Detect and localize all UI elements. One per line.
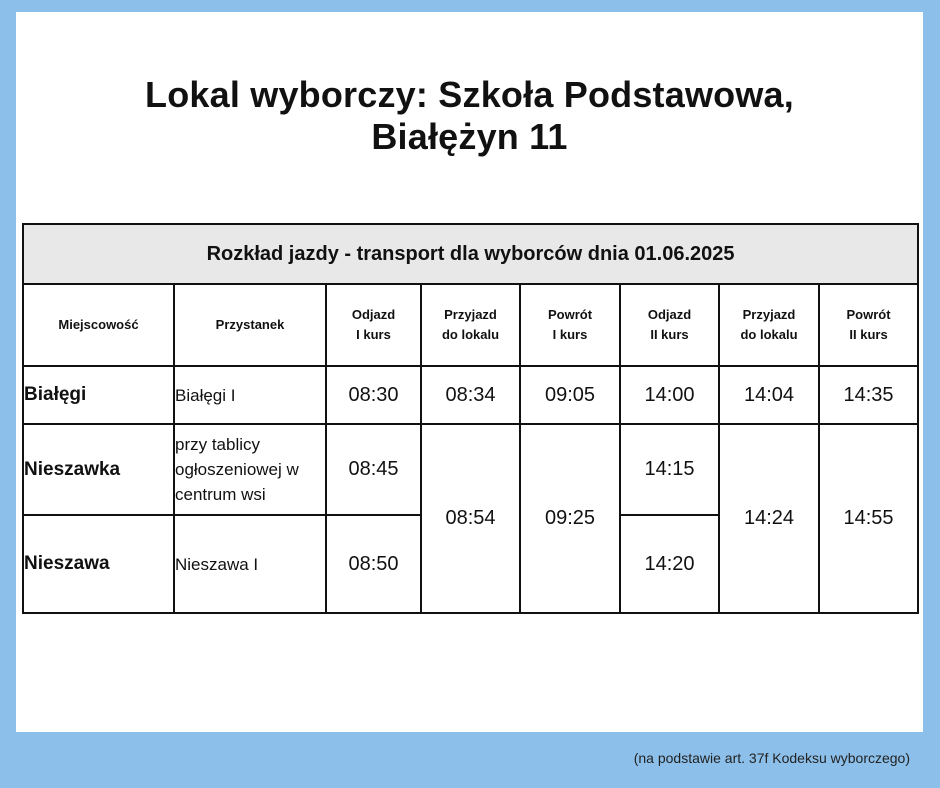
return-1-shared-cell: 09:25	[520, 424, 620, 613]
departure-1-cell: 08:50	[326, 515, 421, 613]
column-header: Przyjazd do lokalu	[719, 284, 819, 366]
stop-cell: przy tablicy ogłoszeniowej w centrum wsi	[174, 424, 326, 515]
table-header-row	[23, 284, 918, 366]
departure-2-cell: 14:20	[620, 515, 719, 613]
arrival-1-shared-cell: 08:54	[421, 424, 520, 613]
departure-1-cell: 08:45	[326, 424, 421, 515]
town-cell: Nieszawa	[23, 515, 174, 613]
column-header: Miejscowość	[23, 284, 174, 366]
town-cell: Białęgi	[23, 366, 174, 424]
departure-2-cell: 14:15	[620, 424, 719, 515]
column-header: Przystanek	[174, 284, 326, 366]
column-header: Powrót II kurs	[819, 284, 918, 366]
departure-1-cell: 08:30	[326, 366, 421, 424]
stop-cell: Białęgi I	[174, 366, 326, 424]
legal-footnote: (na podstawie art. 37f Kodeksu wyborczego)	[633, 750, 910, 766]
arrival-2-cell: 14:04	[719, 366, 819, 424]
stop-cell: Nieszawa I	[174, 515, 326, 613]
arrival-2-shared-cell: 14:24	[719, 424, 819, 613]
page-title: Lokal wyborczy: Szkoła Podstawowa, Białężyn 11	[145, 74, 794, 157]
table-caption: Rozkład jazdy - transport dla wyborców dnia 01.06.2025	[23, 224, 918, 284]
table-row	[23, 366, 918, 424]
poster-card	[16, 12, 923, 732]
schedule-table	[22, 223, 919, 614]
table-row	[23, 424, 918, 515]
return-2-shared-cell: 14:55	[819, 424, 918, 613]
town-cell: Nieszawka	[23, 424, 174, 515]
column-header: Odjazd I kurs	[326, 284, 421, 366]
column-header: Powrót I kurs	[520, 284, 620, 366]
return-1-cell: 09:05	[520, 366, 620, 424]
return-2-cell: 14:35	[819, 366, 918, 424]
departure-2-cell: 14:00	[620, 366, 719, 424]
column-header: Przyjazd do lokalu	[421, 284, 520, 366]
arrival-1-cell: 08:34	[421, 366, 520, 424]
column-header: Odjazd II kurs	[620, 284, 719, 366]
